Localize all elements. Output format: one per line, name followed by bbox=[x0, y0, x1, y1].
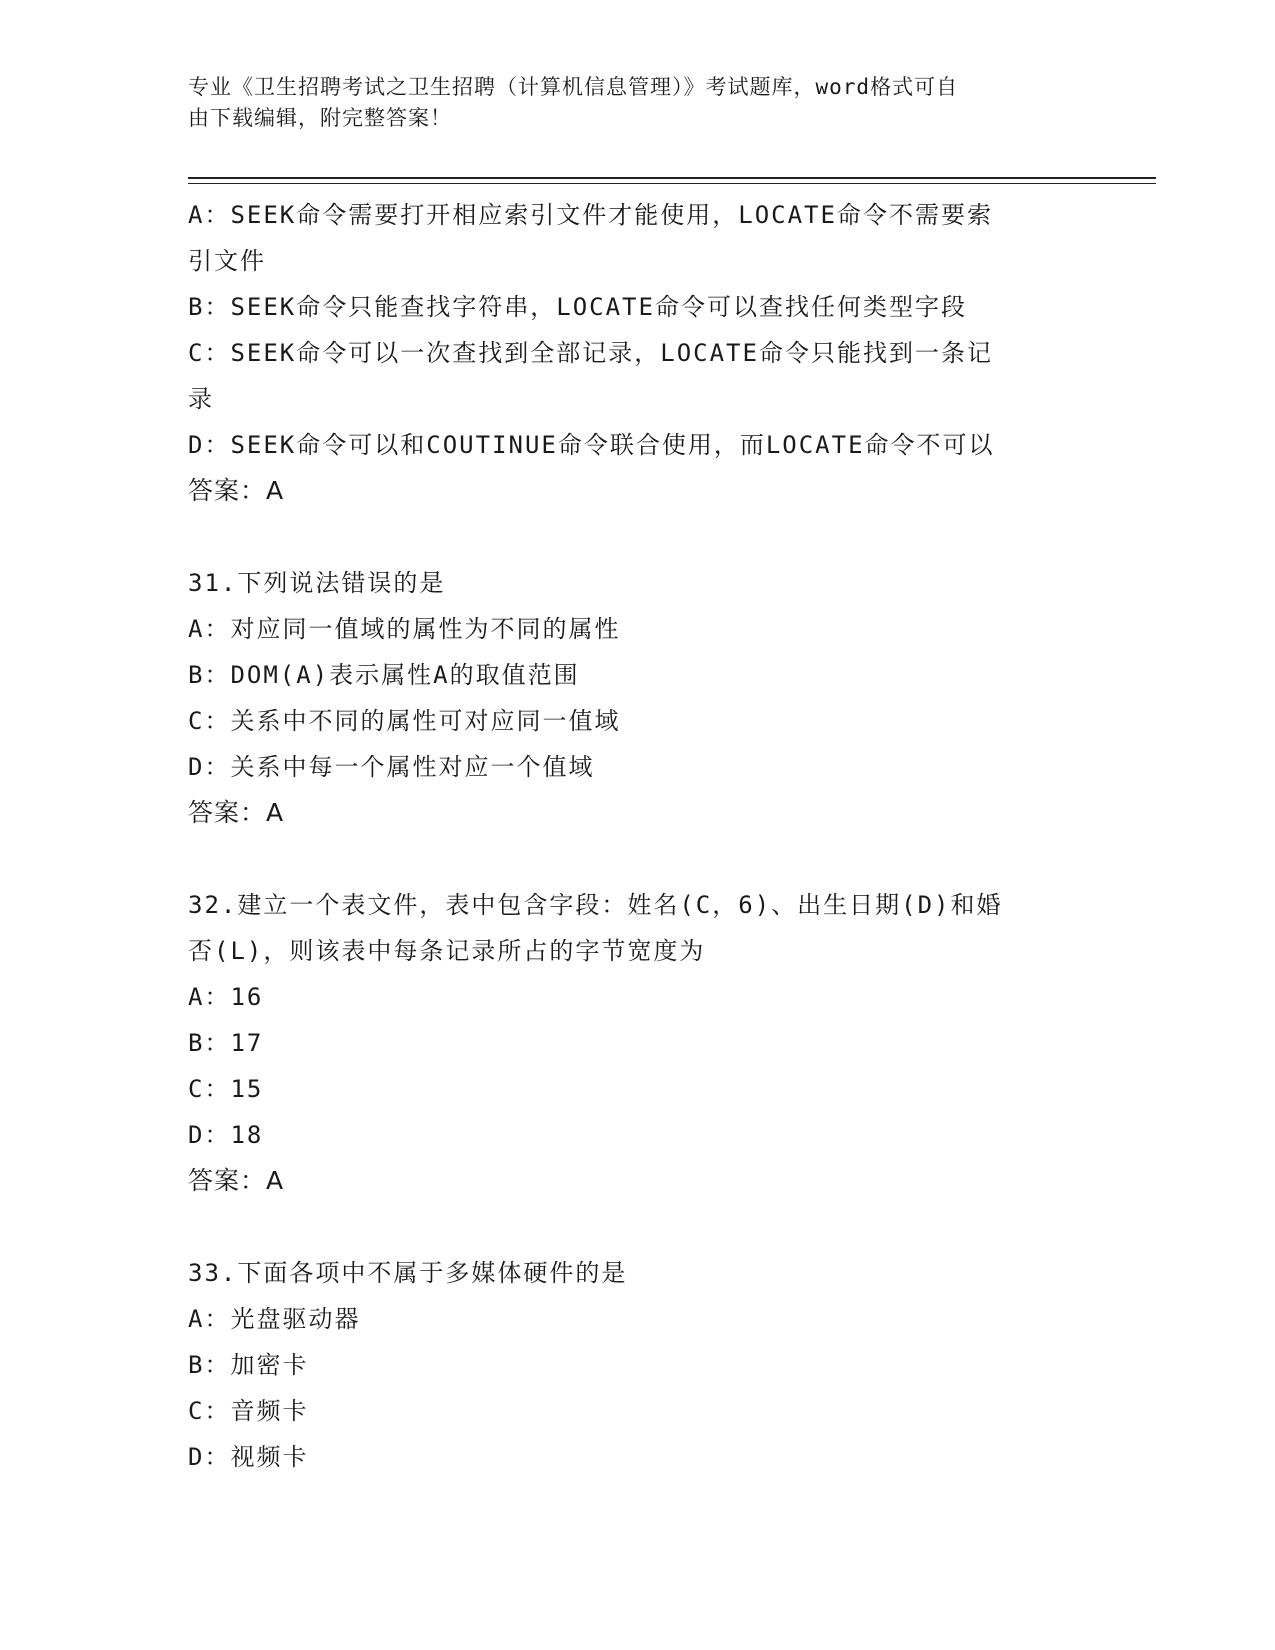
option-a: A：16 bbox=[188, 983, 264, 1011]
question-32 bbox=[188, 882, 1088, 1204]
spacer bbox=[188, 836, 1088, 882]
question-stem: 32.建立一个表文件，表中包含字段：姓名(C，6)、出生日期(D)和婚 bbox=[188, 891, 1003, 919]
option-c: C：音频卡 bbox=[188, 1397, 309, 1425]
spacer bbox=[188, 514, 1088, 560]
question-list bbox=[188, 192, 1088, 1480]
option-c: C：关系中不同的属性可对应同一值域 bbox=[188, 707, 621, 735]
question-stem: 31.下列说法错误的是 bbox=[188, 569, 446, 597]
option-a: A：对应同一值域的属性为不同的属性 bbox=[188, 615, 621, 643]
option-d: D：18 bbox=[188, 1121, 264, 1149]
option-d: D：关系中每一个属性对应一个值域 bbox=[188, 753, 595, 781]
option-d: D：SEEK命令可以和COUTINUE命令联合使用，而LOCATE命令不可以 bbox=[188, 431, 995, 459]
answer: 答案：A bbox=[188, 798, 285, 827]
option-b: B：SEEK命令只能查找字符串，LOCATE命令可以查找任何类型字段 bbox=[188, 293, 967, 321]
header-divider-thick bbox=[188, 177, 1156, 179]
question-stem: 33.下面各项中不属于多媒体硬件的是 bbox=[188, 1259, 628, 1287]
spacer bbox=[188, 1204, 1088, 1250]
question-30-continued bbox=[188, 192, 1088, 514]
option-c: C：SEEK命令可以一次查找到全部记录，LOCATE命令只能找到一条记 bbox=[188, 339, 993, 367]
option-b: B：DOM(A)表示属性A的取值范围 bbox=[188, 661, 580, 689]
answer: 答案：A bbox=[188, 1166, 285, 1195]
answer: 答案：A bbox=[188, 476, 285, 505]
option-b: B：17 bbox=[188, 1029, 264, 1057]
option-c-continued: 录 bbox=[188, 385, 214, 413]
question-33 bbox=[188, 1250, 1088, 1480]
option-a-continued: 引文件 bbox=[188, 247, 266, 275]
document-header bbox=[188, 72, 1068, 134]
header-line-2: 由下载编辑，附完整答案！ bbox=[188, 106, 452, 130]
option-a: A：SEEK命令需要打开相应索引文件才能使用，LOCATE命令不需要索 bbox=[188, 201, 993, 229]
question-31 bbox=[188, 560, 1088, 836]
question-stem-continued: 否(L)，则该表中每条记录所占的字节宽度为 bbox=[188, 937, 706, 965]
option-b: B：加密卡 bbox=[188, 1351, 309, 1379]
option-a: A：光盘驱动器 bbox=[188, 1305, 361, 1333]
header-divider-thin bbox=[188, 183, 1156, 184]
header-line-1: 专业《卫生招聘考试之卫生招聘（计算机信息管理）》考试题库，word格式可自 bbox=[188, 75, 959, 99]
option-c: C：15 bbox=[188, 1075, 264, 1103]
option-d: D：视频卡 bbox=[188, 1443, 309, 1471]
